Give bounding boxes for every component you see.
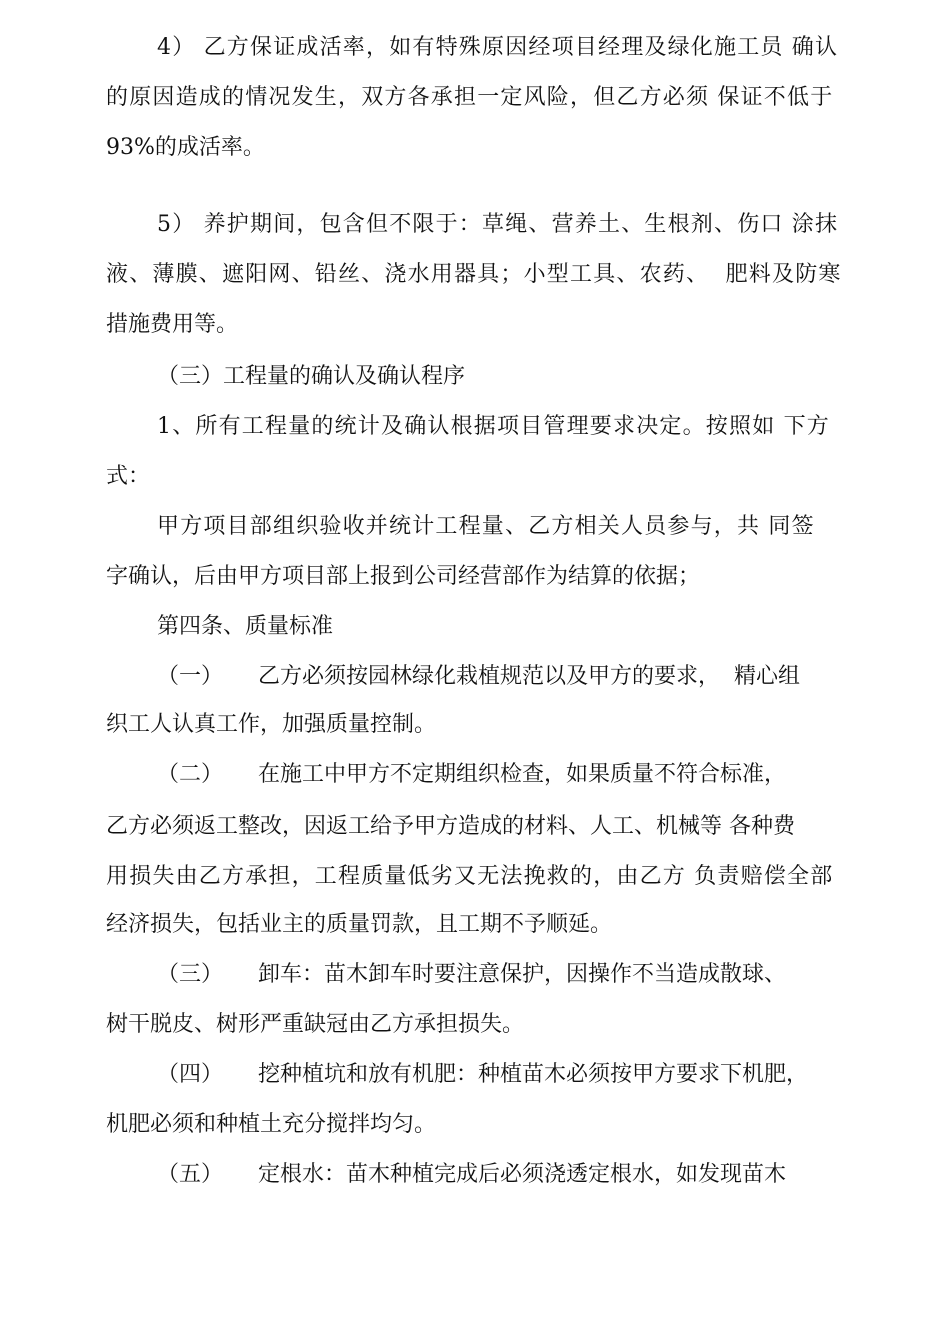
text-line: 织工人认真工作，加强质量控制。 xyxy=(106,712,437,737)
text-line: 乙方必须返工整改，因返工给予甲方造成的材料、人工、机械等 各种费 xyxy=(106,814,795,839)
text-line: 措施费用等。 xyxy=(106,312,239,337)
text-line: 1、所有工程量的统计及确认根据项目管理要求决定。按照如 下方 xyxy=(157,414,830,439)
text-line: 4） 乙方保证成活率，如有特殊原因经项目经理及绿化施工员 确认 xyxy=(157,35,839,60)
text-line: 93%的成活率。 xyxy=(106,135,265,160)
text-line: 式： xyxy=(106,464,151,489)
text-line: 机肥必须和种植土充分搅拌均匀。 xyxy=(106,1112,437,1137)
text-line: （三） 卸车：苗木卸车时要注意保护，因操作不当造成散球、 xyxy=(157,962,786,987)
text-line: 液、薄膜、遮阳网、铅丝、浇水用器具；小型工具、农药、 肥料及防寒 xyxy=(106,262,842,287)
text-line: 的原因造成的情况发生，双方各承担一定风险，但乙方必须 保证不低于 xyxy=(106,85,834,110)
text-line: （四） 挖种植坑和放有机肥：种植苗木必须按甲方要求下机肥， xyxy=(157,1062,808,1087)
text-line: 字确认，后由甲方项目部上报到公司经营部作为结算的依据； xyxy=(106,564,701,589)
article-heading: 第四条、质量标准 xyxy=(157,614,334,639)
text-line: （二） 在施工中甲方不定期组织检查，如果质量不符合标准， xyxy=(157,762,786,787)
text-line: 用损失由乙方承担，工程质量低劣又无法挽救的，由乙方 负责赔偿全部 xyxy=(106,864,834,889)
text-line: 树干脱皮、树形严重缺冠由乙方承担损失。 xyxy=(106,1012,525,1037)
section-heading: （三）工程量的确认及确认程序 xyxy=(157,364,466,389)
text-line: （一） 乙方必须按园林绿化栽植规范以及甲方的要求， 精心组 xyxy=(157,664,800,689)
text-line: 5） 养护期间，包含但不限于：草绳、营养土、生根剂、伤口 涂抹 xyxy=(157,212,839,237)
text-line: 经济损失，包括业主的质量罚款，且工期不予顺延。 xyxy=(106,912,613,937)
text-line: （五） 定根水：苗木种植完成后必须浇透定根水，如发现苗木 xyxy=(157,1162,786,1187)
text-line: 甲方项目部组织验收并统计工程量、乙方相关人员参与，共 同签 xyxy=(157,514,815,539)
